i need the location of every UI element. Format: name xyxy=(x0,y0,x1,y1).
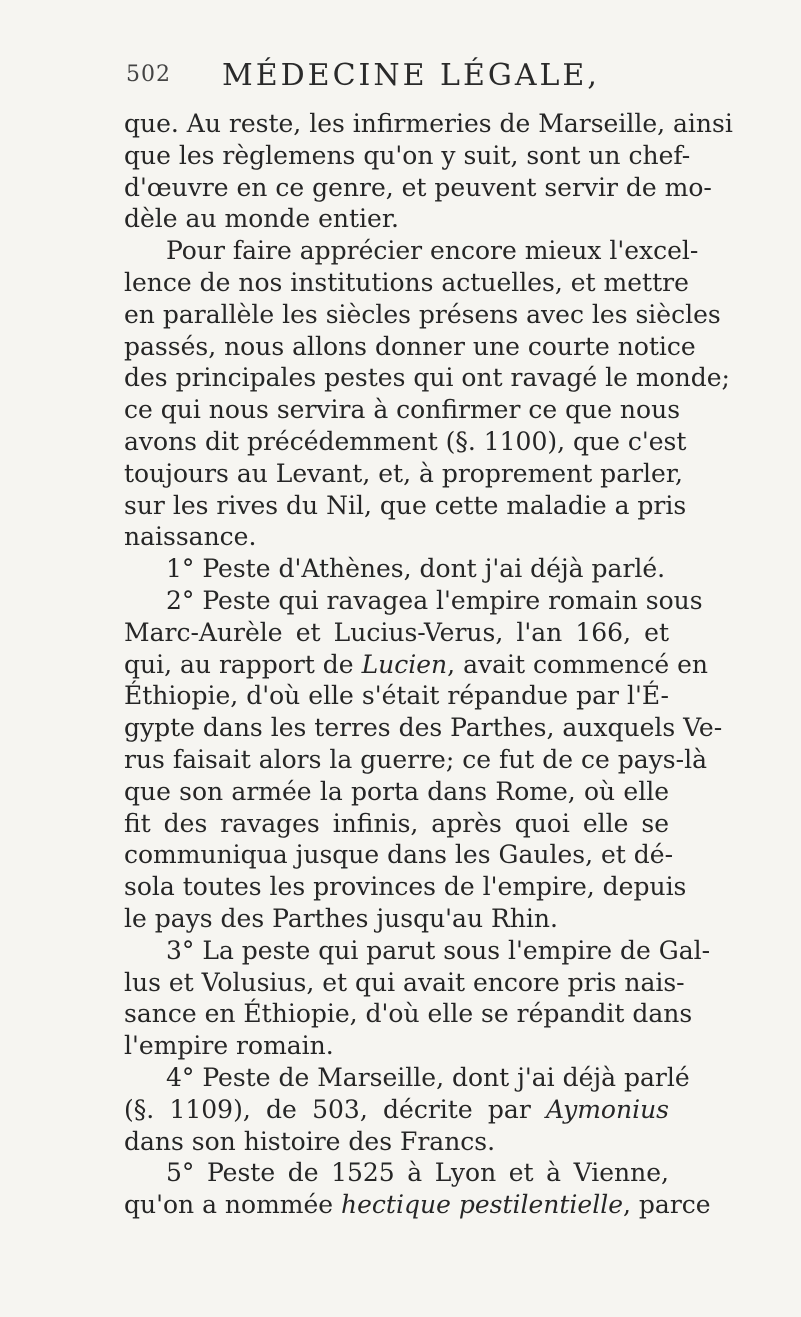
text-line: passés, nous allons donner une courte notice xyxy=(124,331,696,361)
text-line: le pays des Parthes jusqu'au Rhin. xyxy=(124,903,558,933)
text-line: que les règlemens qu'on y suit, sont un chef- xyxy=(124,140,691,170)
text-line: que. Au reste, les infirmeries de Marseille, ainsi xyxy=(124,109,733,138)
text-line: Marc-Aurèle et Lucius-Verus, l'an 166, et xyxy=(124,617,669,647)
body-text xyxy=(124,108,733,1221)
text-line: 1° Peste d'Athènes, dont j'ai déjà parlé. xyxy=(166,554,666,584)
text-line: avons dit précédemment (§. 1100), que c'est xyxy=(124,426,687,456)
text-line: dèle au monde entier. xyxy=(124,204,399,234)
text-segment: qu'on a nommée xyxy=(124,1190,342,1220)
text-line: dans son histoire des Francs. xyxy=(124,1126,496,1156)
text-line: sur les rives du Nil, que cette maladie a pris xyxy=(124,490,687,520)
text-line: toujours au Levant, et, à proprement parler, xyxy=(124,458,683,488)
text-segment: (§. 1109), de 503, décrite par xyxy=(124,1094,547,1124)
text-line xyxy=(124,1189,711,1221)
text-line: 3° La peste qui parut sous l'empire de Gal- xyxy=(166,935,711,965)
text-line: l'empire romain. xyxy=(124,1031,334,1061)
text-segment: , avait commencé en xyxy=(447,649,708,679)
text-line: en parallèle les siècles présens avec les siècles xyxy=(124,299,721,329)
text-line: sola toutes les provinces de l'empire, depuis xyxy=(124,872,687,902)
text-line: 4° Peste de Marseille, dont j'ai déjà parlé xyxy=(166,1062,690,1092)
running-title: MÉDECINE LÉGALE, xyxy=(222,58,600,93)
text-line xyxy=(124,649,708,681)
italic-name: Aymonius xyxy=(546,1094,669,1124)
text-line: sance en Éthiopie, d'où elle se répandit dans xyxy=(124,999,693,1029)
text-line: ce qui nous servira à confirmer ce que nous xyxy=(124,395,681,425)
text-line: naissance. xyxy=(124,522,257,552)
page-number: 502 xyxy=(126,62,171,87)
text-line: 2° Peste qui ravagea l'empire romain sous xyxy=(166,585,703,615)
text-line: fit des ravages infinis, après quoi elle se xyxy=(124,808,669,838)
text-line: gypte dans les terres des Parthes, auxquels Ve- xyxy=(124,713,723,743)
text-line: que son armée la porta dans Rome, où elle xyxy=(124,776,669,806)
text-line: d'œuvre en ce genre, et peuvent servir de mo- xyxy=(124,172,712,202)
text-line: lence de nos institutions actuelles, et mettre xyxy=(124,267,689,297)
text-line: lus et Volusius, et qui avait encore pris nais- xyxy=(124,967,685,997)
text-line: des principales pestes qui ont ravagé le monde; xyxy=(124,363,730,393)
running-head xyxy=(126,58,686,102)
text-line: 5° Peste de 1525 à Lyon et à Vienne, xyxy=(166,1158,669,1188)
text-segment: qui, au rapport de xyxy=(124,649,362,679)
text-line: communiqua jusque dans les Gaules, et dé- xyxy=(124,840,674,870)
text-line xyxy=(124,1094,669,1126)
text-segment: , parce xyxy=(623,1190,711,1220)
italic-name: Lucien xyxy=(361,649,448,679)
italic-phrase: hectique pestilentielle xyxy=(341,1190,624,1220)
text-line: Éthiopie, d'où elle s'était répandue par l'É- xyxy=(124,681,669,711)
text-line: rus faisait alors la guerre; ce fut de ce pays-là xyxy=(124,744,707,774)
text-line: Pour faire apprécier encore mieux l'excel- xyxy=(166,236,699,266)
